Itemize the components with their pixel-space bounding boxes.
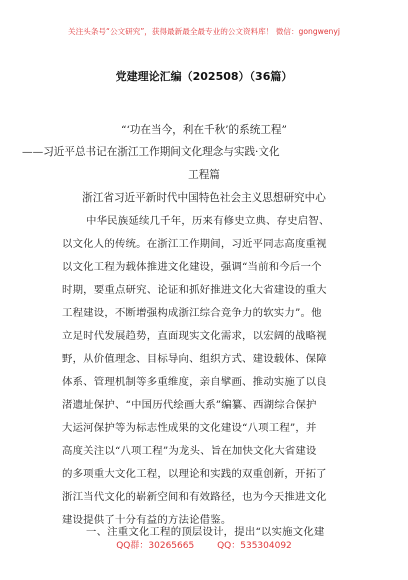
body-line: 中华民族延续几千年，历来有修史立典、存史启智、 — [86, 215, 330, 227]
body-line: 立足时代发展趋势，直面现实文化需求，以宏阔的战略视 — [62, 330, 327, 342]
qq-number: QQ：535304092 — [217, 541, 292, 551]
qq-group: QQ群：30265665 — [116, 541, 195, 551]
body-line: 时期，要重点研究、论证和抓好推进文化大省建设的重大 — [62, 284, 327, 296]
body-line: 工程建设，不断增强构成浙江综合竞争力的软实力”。他 — [62, 307, 322, 319]
section-heading: 一、注重文化工程的顶层设计，提出“以实施文化建 — [86, 526, 325, 538]
body-line: 浙江当代文化的崭新空间和有效路径，也为今天推进文化 — [62, 491, 327, 503]
body-line: 的多项重大文化工程，以理论和实践的双重创新，开拓了 — [62, 468, 327, 480]
author-organization: 浙江省习近平新时代中国特色社会主义思想研究中心 — [82, 192, 326, 204]
article-subtitle-continued: 工程篇 — [188, 169, 220, 181]
body-line: 野，从价值理念、目标导向、组织方式、建设载体、保障 — [62, 353, 327, 365]
article-subtitle: ——习近平总书记在浙江工作期间文化理念与实践·文化 — [22, 146, 280, 158]
body-line: 以文化工程为载体推进文化建设，强调“当前和今后一个 — [62, 261, 322, 273]
body-line: 大运河保护等为标志性成果的文化建设“八项工程”，并 — [62, 422, 317, 434]
body-line: 体系、管理机制等多重维度，亲自擘画、推动实施了以良 — [62, 376, 327, 388]
body-line: 渚遗址保护、“中国历代绘画大系”编纂、西湖综合保护 — [62, 399, 317, 411]
header-note: 关注头条号“公文研究”，获得最新最全最专业的公文资料库！ 微信：gongwenyj — [68, 27, 340, 36]
document-title: 党建理论汇编（202508）（36篇） — [115, 70, 293, 83]
body-line: 建设提供了十分有益的方法论借鉴。 — [62, 514, 232, 526]
body-line: 以文化人的传统。在浙江工作期间，习近平同志高度重视 — [62, 238, 327, 250]
article-title: “‘功在当今，利在千秋’的系统工程” — [121, 124, 287, 136]
footer-contact — [0, 538, 408, 551]
body-line: 高度关注以“八项工程”为龙头、旨在加快文化大省建设 — [62, 445, 317, 457]
